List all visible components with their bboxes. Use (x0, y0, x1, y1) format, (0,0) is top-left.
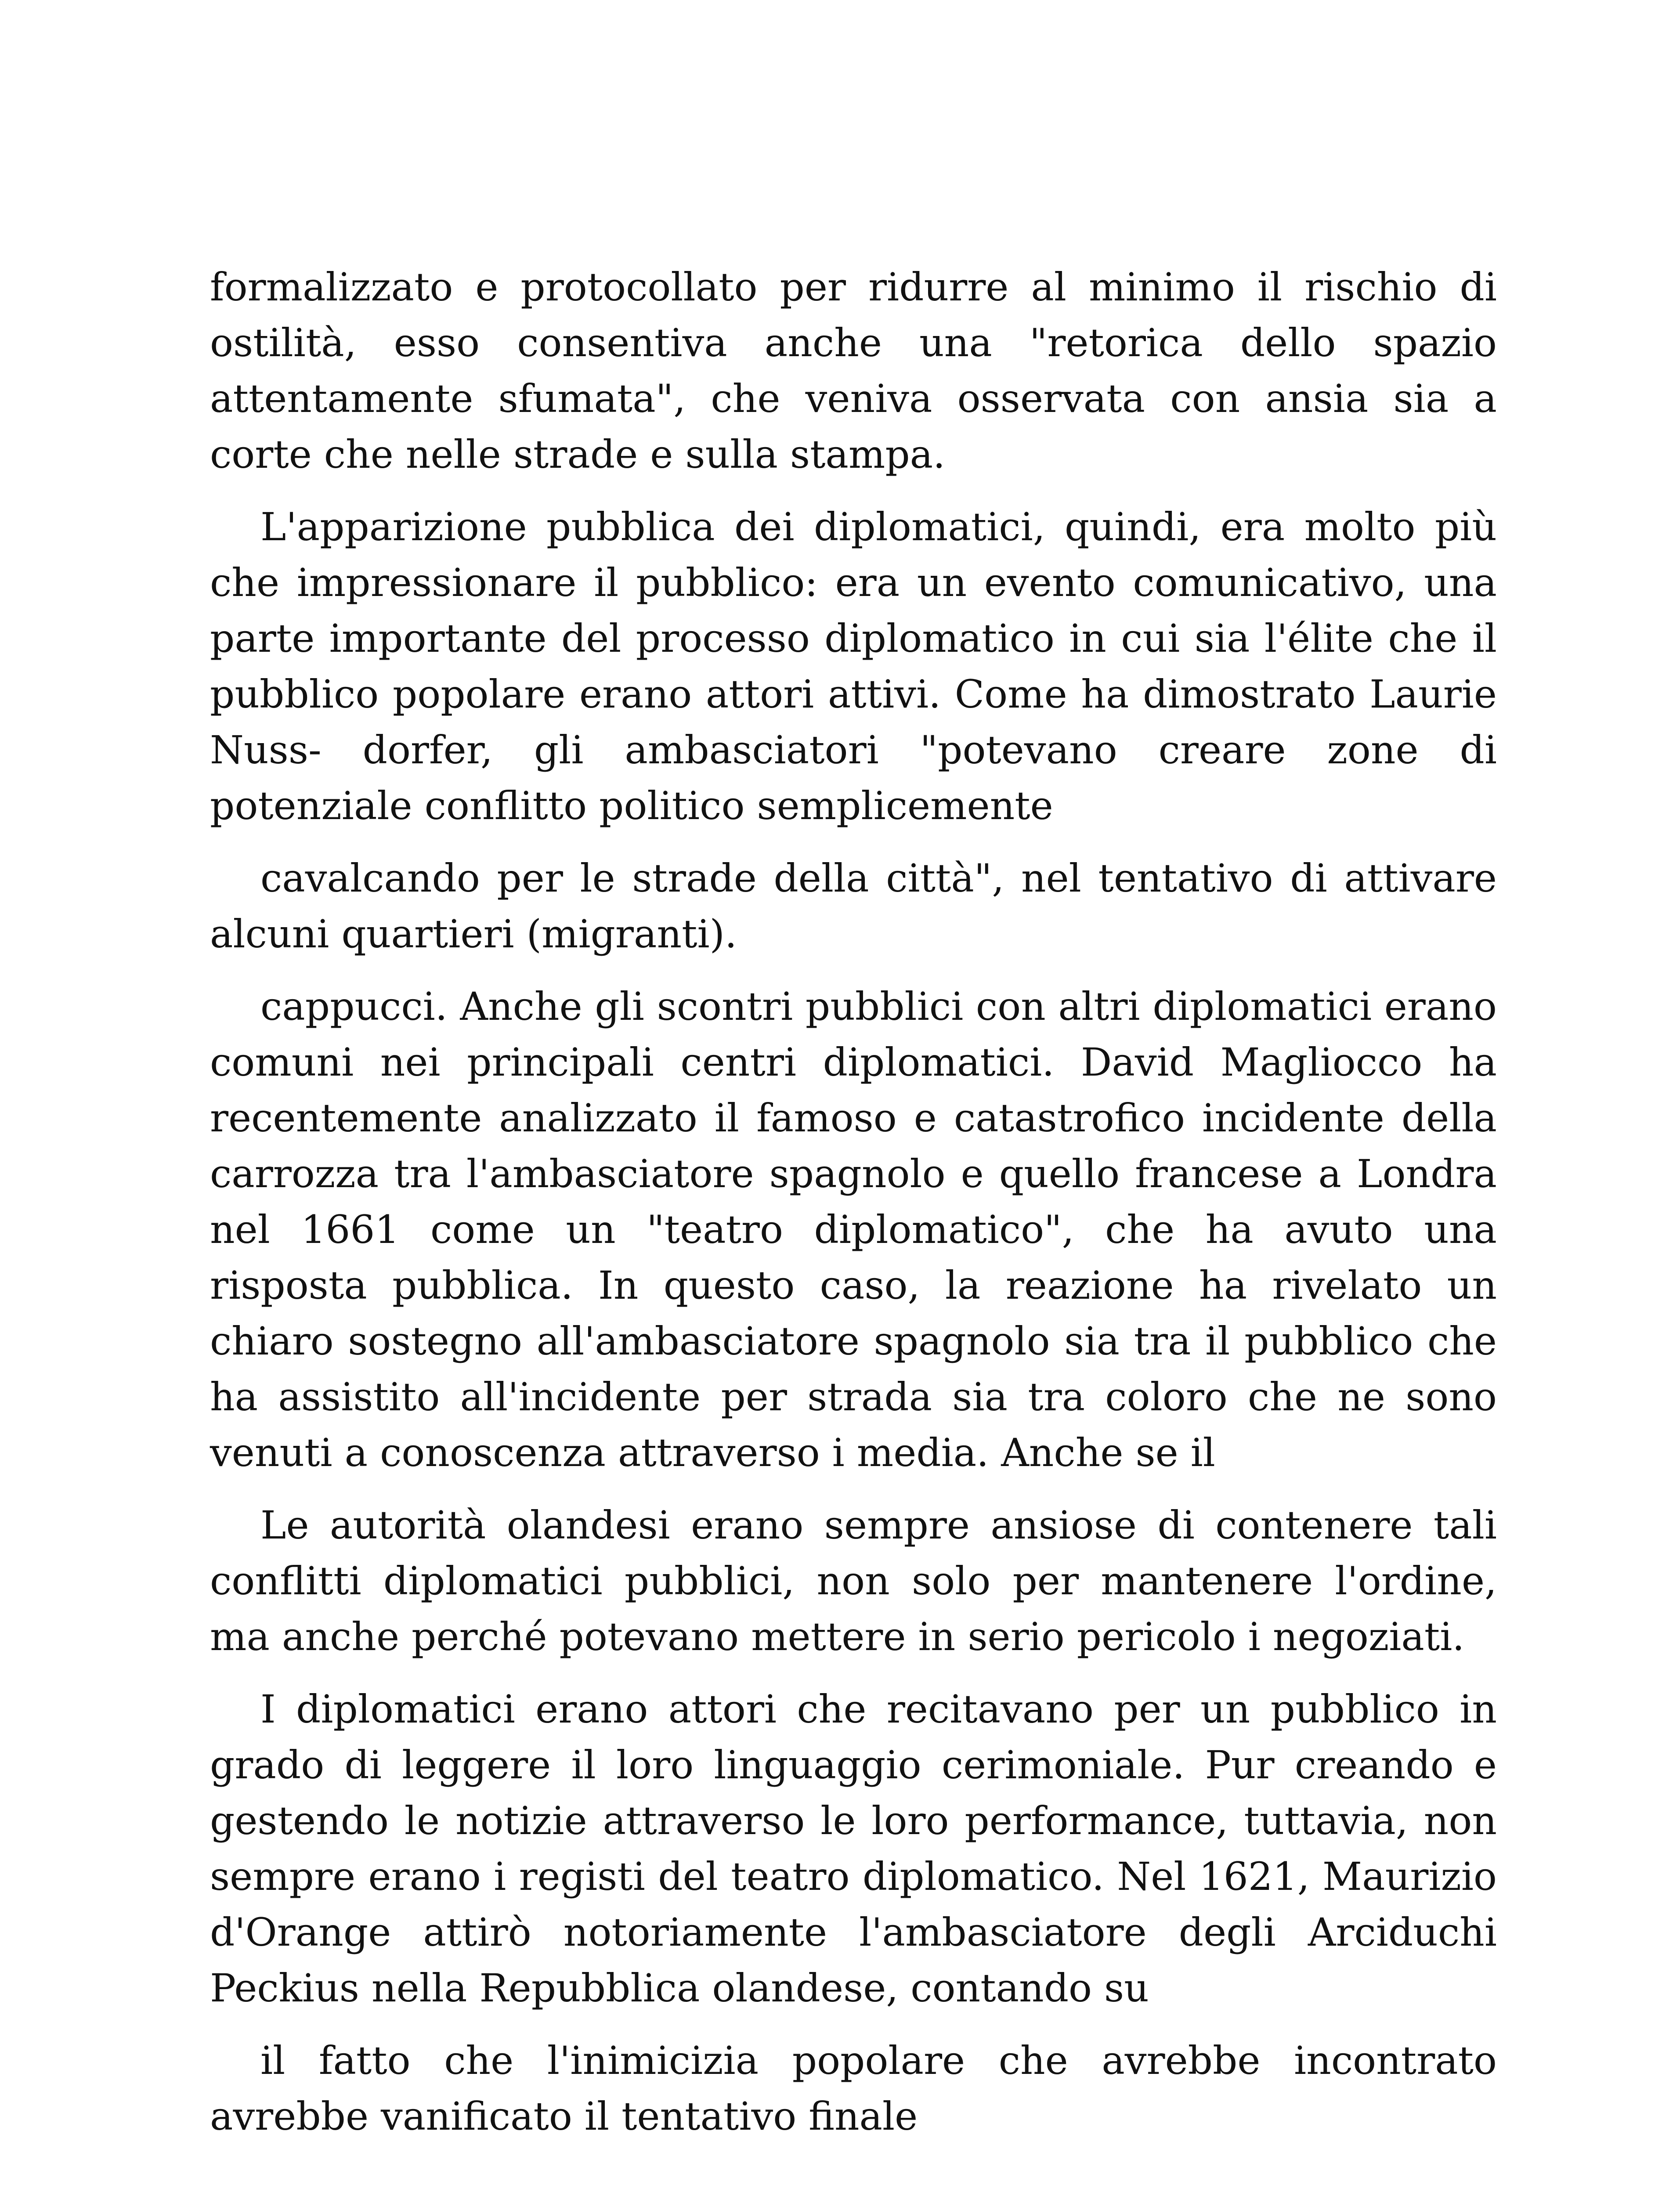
body-text (210, 259, 1497, 2161)
paragraph-4: cappucci. Anche gli scontri pubblici con altri diplomatici erano comuni nei principali centri diplomatici. David Magliocco ha recentemente analizzato il famoso e catastrofico incidente della carrozza tra l'ambasciatore spagnolo e quello francese a Londra nel 1661 come un "teatro diplomatico", che ha avuto una risposta pubblica. In questo caso, la reazione ha rivelato un chiaro sostegno all'ambasciatore spagnolo sia tra il pubblico che ha assistito all'incidente per strada sia tra coloro che ne sono venuti a conoscenza attraverso i media. Anche se il (210, 984, 1497, 1475)
paragraph-1: formalizzato e protocollato per ridurre al minimo il rischio di ostilità, esso consentiva anche una "retorica dello spazio attentamente sfumata", che veniva osservata con ansia sia a corte che nelle strade e sulla stampa. (210, 264, 1497, 477)
paragraph-3: cavalcando per le strade della città", nel tentativo di attivare alcuni quartieri (migranti). (210, 856, 1497, 957)
paragraph-5: Le autorità olandesi erano sempre ansiose di contenere tali conflitti diplomatici pubblici, non solo per mantenere l'ordine, ma anche perché potevano mettere in serio pericolo i negoziati. (210, 1503, 1497, 1659)
paragraph-7: il fatto che l'inimicizia popolare che avrebbe incontrato avrebbe vanificato il tentativo finale (210, 2038, 1497, 2139)
paragraph-2: L'apparizione pubblica dei diplomatici, quindi, era molto più che impressionare il pubblico: era un evento comunicativo, una parte importante del processo diplomatico in cui sia l'élite che il pubblico popolare erano attori attivi. Come ha dimostrato Laurie Nuss- dorfer, gli ambasciatori "potevano creare zone di potenziale conflitto politico semplicemente (210, 504, 1497, 828)
paragraph-6: I diplomatici erano attori che recitavano per un pubblico in grado di leggere il loro linguaggio cerimoniale. Pur creando e gestendo le notizie attraverso le loro performance, tuttavia, non sempre erano i registi del teatro diplomatico. Nel 1621, Maurizio d'Orange attirò notoriamente l'ambasciatore degli Arciduchi Peckius nella Repubblica olandese, contando su (210, 1687, 1497, 2011)
